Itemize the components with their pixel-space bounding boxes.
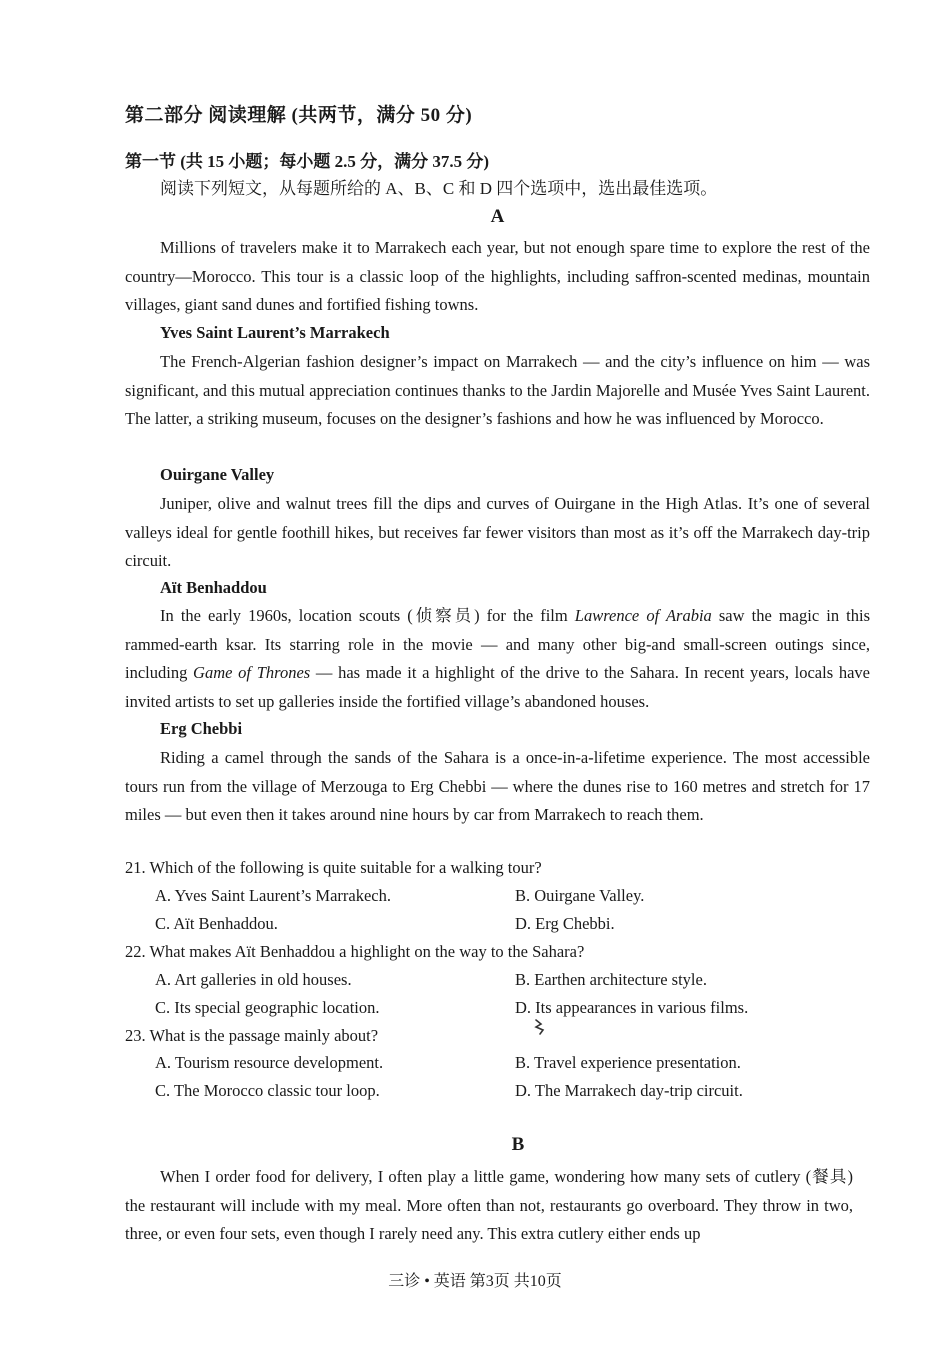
- q23-option-a[interactable]: A. Tourism resource development.: [155, 1053, 384, 1072]
- section-heading-erg-chebbi: Erg Chebbi: [160, 719, 243, 738]
- section-text-erg-chebbi: Riding a camel through the sands of the Sahara is a once-in-a-lifetime experience. The most accessible tours run from the village of Merzouga to Erg Chebbi — where the dunes rise to 160 metres and stretch for 17 miles — but even then it takes around nine hours by car from Marrakech to reach them.: [125, 748, 870, 824]
- section-text-ouirgane: Juniper, olive and walnut trees fill the dips and curves of Ouirgane in the High Atlas. It’s one of several valleys ideal for gentle foothill hikes, but receives far fewer visitors than most as it’s off the Marrakech day-trip circuit.: [125, 494, 870, 570]
- question-21: 21. Which of the following is quite suitable for a walking tour?: [125, 858, 542, 877]
- section-heading-ouirgane: Ouirgane Valley: [160, 465, 275, 484]
- text-run: saw the magic in this rammed-earth ksar. Its starring role in the movie — and many other big-and small-screen outings since, including: [125, 606, 870, 682]
- part-title: 第二部分 阅读理解 (共两节，满分 50 分): [125, 105, 473, 126]
- film-title: Lawrence of Arabia: [574, 606, 712, 625]
- q23-option-d[interactable]: D. The Marrakech day-trip circuit.: [515, 1081, 743, 1100]
- page-footer: 三诊 • 英语 第3页 共10页: [388, 1273, 562, 1290]
- q22-option-d[interactable]: D. Its appearances in various films.: [515, 998, 749, 1017]
- section-title: 第一节 (共 15 小题；每小题 2.5 分，满分 37.5 分): [125, 152, 490, 171]
- text-run: — has made it a highlight of the drive to the Sahara. In recent years, locals have invited artists to set up galleries inside the fortified village’s abandoned houses.: [125, 663, 870, 711]
- section-text-ysl: The French-Algerian fashion designer’s impact on Marrakech — and the city’s influence on him — was significant, and this mutual appreciation continues thanks to the Jardin Majorelle and Musée Yves Saint Laurent. The latter, a striking museum, focuses on the designer’s fashions and how he was influenced by Morocco.: [125, 352, 870, 428]
- q22-option-a[interactable]: A. Art galleries in old houses.: [155, 970, 352, 989]
- passage-b-letter: B: [511, 1134, 525, 1155]
- section-heading-ait-benhaddou: Aït Benhaddou: [160, 578, 267, 597]
- q21-option-c[interactable]: C. Aït Benhaddou.: [155, 914, 278, 933]
- section-heading-ysl: Yves Saint Laurent’s Marrakech: [160, 323, 390, 342]
- q21-option-d[interactable]: D. Erg Chebbi.: [515, 914, 615, 933]
- text-run: In the early 1960s, location scouts (侦察员) for the film: [160, 606, 575, 625]
- section-text-ait-benhaddou: [125, 602, 870, 716]
- q21-option-b[interactable]: B. Ouirgane Valley.: [515, 886, 645, 905]
- q22-option-c[interactable]: C. Its special geographic location.: [155, 998, 380, 1017]
- passage-b-text: When I order food for delivery, I often play a little game, wondering how many sets of cutlery (餐具) the restaurant will include with my meal. More often than not, restaurants go overboard. They throw in two, three, or even four sets, even though I rarely need any. This extra cutlery either ends up: [125, 1167, 853, 1243]
- q21-option-a[interactable]: A. Yves Saint Laurent’s Marrakech.: [155, 886, 391, 905]
- q23-option-c[interactable]: C. The Morocco classic tour loop.: [155, 1081, 380, 1100]
- passage-a-letter: A: [490, 206, 505, 227]
- film-title: Game of Thrones: [193, 663, 311, 682]
- instructions: 阅读下列短文，从每题所给的 A、B、C 和 D 四个选项中，选出最佳选项。: [160, 179, 718, 198]
- passage-a-intro: Millions of travelers make it to Marrakech each year, but not enough spare time to explore the rest of the country—Morocco. This tour is a classic loop of the highlights, including saffron-scented medinas, mountain villages, giant sand dunes and fortified fishing towns.: [125, 238, 870, 314]
- question-22: 22. What makes Aït Benhaddou a highlight on the way to the Sahara?: [125, 942, 585, 961]
- q22-option-b[interactable]: B. Earthen architecture style.: [515, 970, 707, 989]
- question-23: 23. What is the passage mainly about?: [125, 1026, 379, 1045]
- handwritten-mark-icon: [532, 1018, 548, 1036]
- q23-option-b[interactable]: B. Travel experience presentation.: [515, 1053, 741, 1072]
